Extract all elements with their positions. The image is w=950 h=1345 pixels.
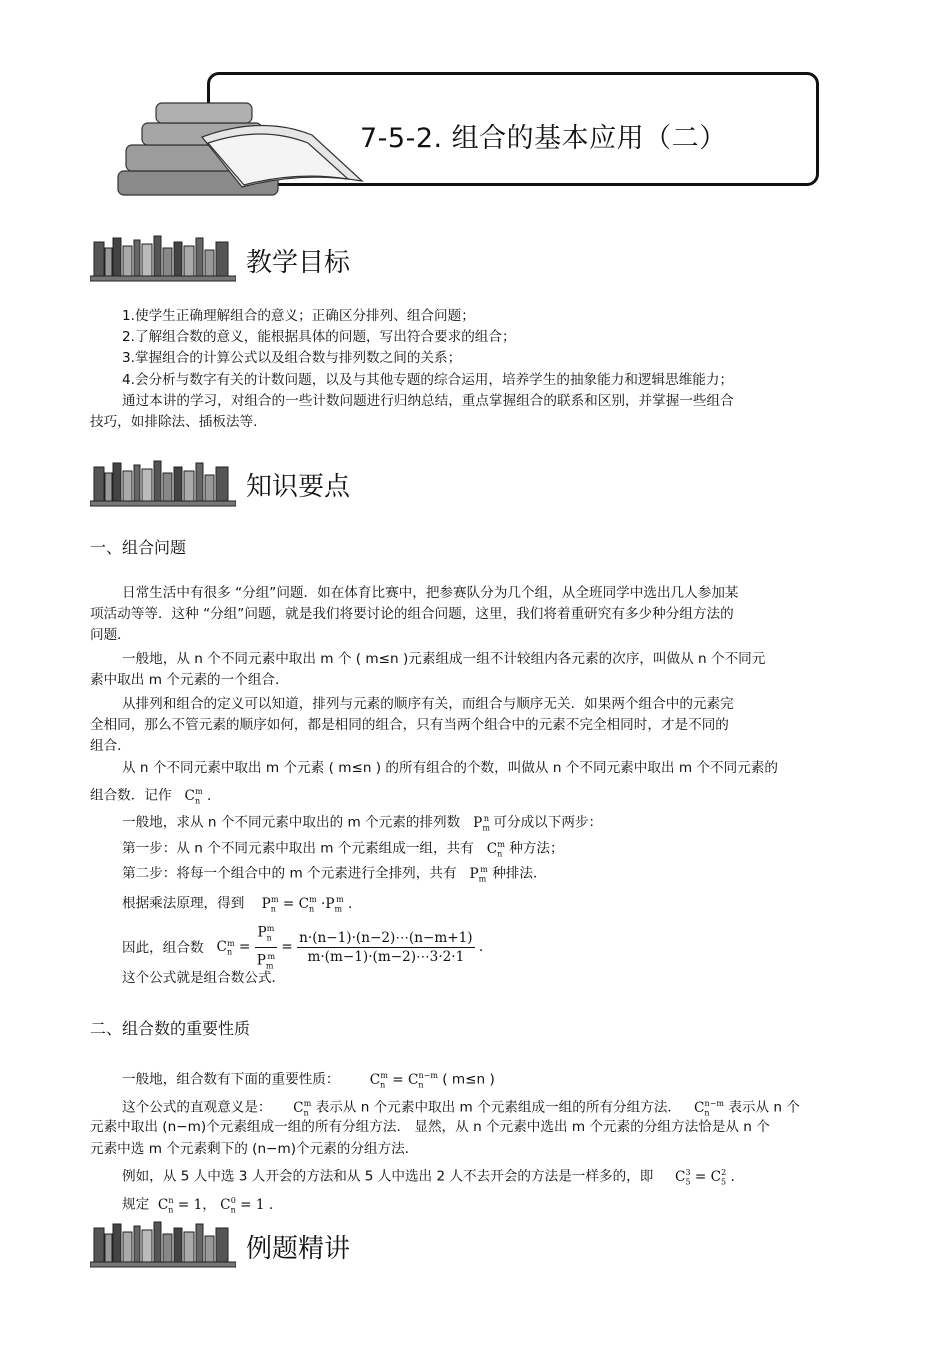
formula-multiplication: $P_n^m = C_n^m \cdot P_m^m$ . (248, 895, 353, 914)
paragraph-line: 元素中取出 (n−m)个元素组成一组的所有分组方法． 显然，从 n 个元素中选出 m 个元素的分组方法恰是从 n 个 (90, 1119, 770, 1135)
goal-line: 1.使学生正确理解组合的意义；正确区分排列、组合问题； (122, 308, 475, 324)
formula-c-n-m: $C_n^m$ (275, 1099, 312, 1118)
text-span: 规定 (122, 1196, 150, 1213)
bookshelf-icon (90, 1220, 236, 1268)
text-span: 第一步：从 n 个不同元素中取出 m 个元素组成一组，共有 (122, 840, 474, 857)
formula-c-n-m: $C_n^m$ . (175, 787, 212, 806)
paragraph-line: 从排列和组合的定义可以知道，排列与元素的顺序有关，而组合与顺序无关．如果两个组合中的元素完 (122, 696, 734, 712)
page-title: 7-5-2. 组合的基本应用（二） (360, 123, 727, 154)
paragraph-line (122, 1163, 735, 1192)
paragraph-line (90, 782, 211, 811)
text-span: 一般地，求从 n 个不同元素中取出的 m 个元素的排列数 (122, 814, 461, 831)
formula-c-n-n-m: $C_n^{n-m}$ (685, 1099, 724, 1118)
paragraph-line: 一般地，从 n 个不同元素中取出 m 个 ( m≤n )元素组成一组不计较组内各元素的次序，叫做从 n 个不同元 (122, 651, 766, 667)
paragraph-line: 素中取出 m 个元素的一个组合． (90, 672, 289, 688)
formula-symmetry: $C_n^m = C_n^{n-m}$ (343, 1071, 438, 1090)
paragraph-line (122, 1066, 495, 1095)
paragraph-line: 日常生活中有很多 “分组”问题．如在体育比赛中，把参赛队分为几个组，从全班同学中选出几人参加某 (122, 585, 739, 601)
bookshelf-icon (90, 459, 236, 507)
formula-example: $C_5^3 = C_5^2$ . (657, 1168, 735, 1187)
text-span: 一般地，组合数有下面的重要性质： (122, 1071, 340, 1088)
formula-combination: $C_n^m$ = $\frac{P_n^m}{P_m^m}$ = $\frac{n\cdot(n-1)\cdot(n-2)\cdots(n-m+1)}{m\cdot(m-1)\cdot(m-2)\cdots 3\cdot 2\cdot 1}$ . (208, 939, 483, 955)
text-span: 第二步：将每一个组合中的 m 个元素进行全排列，共有 (122, 865, 457, 882)
paragraph-line: 问题． (90, 627, 131, 643)
formula-c-n-m: $C_n^m$ (478, 840, 505, 859)
goal-line: 通过本讲的学习，对组合的一些计数问题进行归纳总结，重点掌握组合的联系和区别，并掌握一些组合 (122, 393, 734, 409)
book-stack-icon (112, 95, 372, 205)
paragraph-line: 项活动等等．这种 “分组”问题，就是我们将要讨论的组合问题，这里，我们将着重研究有多少种分组方法的 (90, 606, 734, 622)
subsection-title: 一、组合问题 (90, 538, 187, 557)
paragraph-line: 组合． (90, 738, 131, 754)
text-span: ( m≤n ) (442, 1071, 495, 1088)
text-span: 例如，从 5 人中选 3 人开会的方法和从 5 人中选出 2 人不去开会的方法是一样多的，即 (122, 1168, 654, 1185)
fraction-expanded: $\frac{n\cdot(n-1)\cdot(n-2)\cdots(n-m+1)}{m\cdot(m-1)\cdot(m-2)\cdots 3\cdot 2\cdot 1}$ (299, 930, 473, 966)
text-span: 可分成以下两步： (493, 814, 603, 831)
text-span: 根据乘法原理，得到 (122, 895, 245, 912)
section-title-goals: 教学目标 (246, 248, 351, 278)
text-span: 表示从 n 个 (728, 1099, 800, 1116)
goal-line: 4.会分析与数字有关的计数问题，以及与其他专题的综合运用，培养学生的抽象能力和逻辑思维能力； (122, 372, 734, 388)
goal-line: 2.了解组合数的意义，能根据具体的问题，写出符合要求的组合； (122, 329, 516, 345)
text-span: 这个公式的直观意义是： (122, 1099, 272, 1116)
text-span: 组合数．记作 (90, 787, 172, 804)
bookshelf-icon (90, 234, 236, 282)
section-title-knowledge: 知识要点 (246, 472, 351, 502)
formula-p-m-m: $P_m^m$ (460, 865, 488, 884)
goal-line: 3.掌握组合的计算公式以及组合数与排列数之间的关系； (122, 350, 462, 366)
goal-line: 技巧，如排除法、插板法等. (90, 414, 258, 430)
text-span: 种排法． (492, 865, 547, 882)
text-span: 表示从 n 个元素中取出 m 个元素组成一组的所有分组方法． (315, 1099, 682, 1116)
paragraph-line: 全相同，那么不管元素的顺序如何，都是相同的组合，只有当两个组合中的元素不完全相同时，才是不同的 (90, 717, 729, 733)
paragraph-line: 从 n 个不同元素中取出 m 个元素 ( m≤n ) 的所有组合的个数，叫做从 n 个不同元素中取出 m 个不同元素的 (122, 760, 778, 776)
paragraph-line (122, 860, 547, 889)
paragraph-line (122, 809, 602, 838)
text-span: 种方法； (509, 840, 564, 857)
paragraph-line (122, 890, 352, 919)
formula-p-n-m: $P_m^n$ (464, 814, 490, 833)
paragraph-line (122, 1191, 273, 1220)
paragraph-line: 元素中选 m 个元素剩下的 (n−m)个元素的分组方法． (90, 1141, 419, 1157)
subsection-title: 二、组合数的重要性质 (90, 1019, 251, 1038)
section-title-examples: 例题精讲 (246, 1234, 351, 1264)
fraction-p-over-p: $\frac{P_n^m}{P_m^m}$ (255, 920, 277, 976)
text-span: 因此，组合数 (122, 939, 204, 956)
formula-convention: $C_n^n = 1$， $C_n^0 = 1$ . (153, 1196, 274, 1215)
paragraph-line: 这个公式就是组合数公式． (122, 970, 286, 986)
